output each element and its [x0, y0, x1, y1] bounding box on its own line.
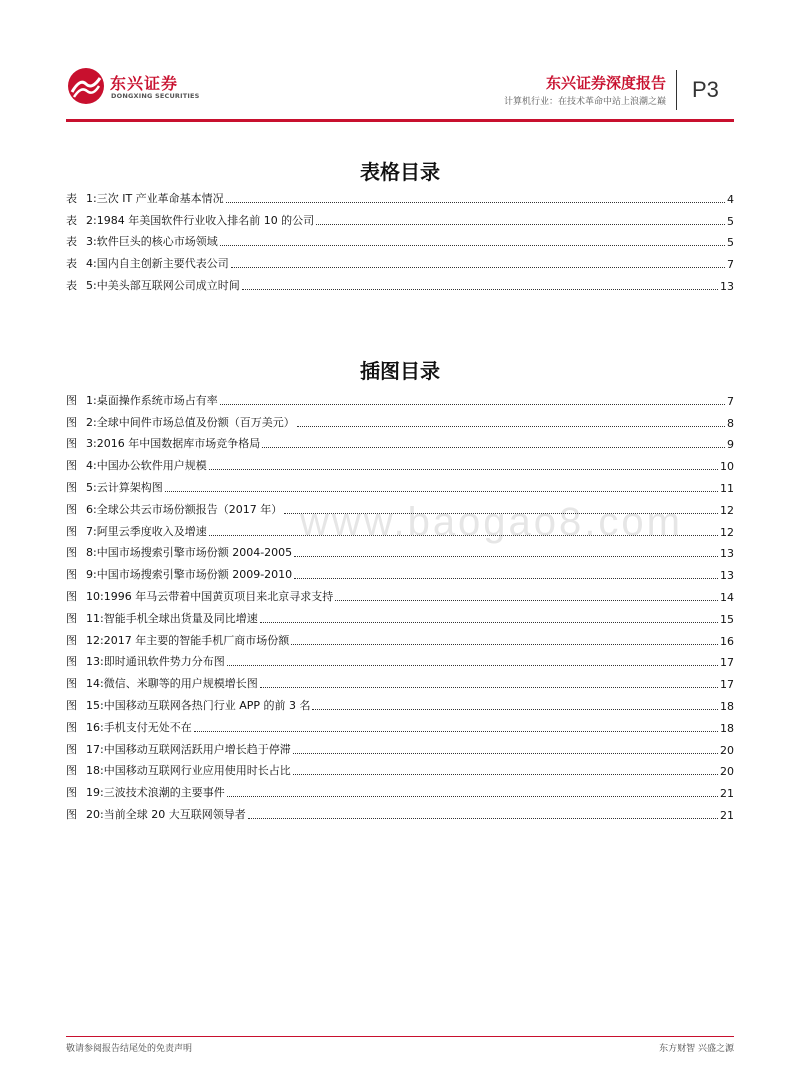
toc-entry[interactable] [66, 249, 734, 271]
figures-toc-title: 插图目录 [360, 359, 440, 383]
toc-entry-label: 14:微信、米聊等的用户规模增长图 [86, 677, 258, 691]
toc-entry[interactable] [66, 495, 734, 517]
toc-entry[interactable] [66, 560, 734, 582]
toc-leader [248, 817, 718, 819]
toc-leader [262, 446, 725, 448]
brand-name-cn: 东兴证券 [110, 74, 179, 93]
tables-toc-title: 表格目录 [360, 160, 440, 184]
figures-toc-list [66, 386, 734, 822]
toc-entry-page: 15 [720, 612, 734, 626]
toc-leader [260, 686, 718, 688]
toc-leader [242, 288, 718, 290]
toc-entry[interactable] [66, 778, 734, 800]
toc-entry-page: 20 [720, 743, 734, 757]
toc-entry-page: 5 [727, 214, 734, 228]
toc-entry-kind: 图 [66, 546, 77, 560]
toc-entry-page: 21 [720, 808, 734, 822]
toc-entry[interactable] [66, 206, 734, 228]
toc-entry-label: 7:阿里云季度收入及增速 [86, 524, 207, 538]
toc-entry-page: 14 [720, 590, 734, 604]
toc-entry-kind: 图 [66, 393, 77, 407]
toc-leader [312, 708, 718, 710]
toc-entry[interactable] [66, 800, 734, 822]
tables-toc-list [66, 184, 734, 293]
header-rule [66, 119, 734, 122]
footer-disclaimer: 敬请参阅报告结尾处的免责声明 [66, 1044, 193, 1054]
toc-entry[interactable] [66, 669, 734, 691]
toc-entry-label: 19:三波技术浪潮的主要事件 [86, 786, 225, 800]
toc-entry[interactable] [66, 735, 734, 757]
toc-entry[interactable] [66, 713, 734, 735]
toc-entry-kind: 图 [66, 502, 77, 516]
toc-entry-label: 3:软件巨头的核心市场领域 [86, 235, 218, 249]
toc-entry-kind: 表 [66, 213, 77, 227]
toc-entry-kind: 图 [66, 568, 77, 582]
toc-leader [209, 534, 718, 536]
toc-entry-kind: 图 [66, 437, 77, 451]
logo-mark-icon [66, 66, 106, 106]
toc-entry-label: 13:即时通讯软件势力分布图 [86, 655, 225, 669]
toc-entry-page: 10 [720, 460, 734, 474]
toc-entry-page: 13 [720, 279, 734, 293]
toc-entry-page: 18 [720, 699, 734, 713]
toc-entry-label: 9:中国市场搜索引擎市场份额 2009-2010 [86, 568, 293, 582]
toc-leader [227, 664, 718, 666]
toc-entry-page: 7 [727, 258, 734, 272]
toc-entry-kind: 图 [66, 786, 77, 800]
toc-entry[interactable] [66, 626, 734, 648]
toc-entry[interactable] [66, 430, 734, 452]
toc-entry-label: 20:当前全球 20 大互联网领导者 [86, 807, 246, 821]
toc-entry-label: 4:中国办公软件用户规模 [86, 459, 207, 473]
toc-entry[interactable] [66, 451, 734, 473]
toc-entry-page: 7 [727, 394, 734, 408]
toc-entry-kind: 表 [66, 235, 77, 249]
toc-entry-label: 17:中国移动互联网活跃用户增长趋于停滞 [86, 742, 291, 756]
toc-entry-page: 12 [720, 525, 734, 539]
toc-entry[interactable] [66, 408, 734, 430]
toc-entry-label: 1:桌面操作系统市场占有率 [86, 393, 218, 407]
company-logo [66, 66, 200, 110]
toc-entry[interactable] [66, 184, 734, 206]
toc-leader [165, 490, 718, 492]
toc-entry[interactable] [66, 691, 734, 713]
toc-entry-kind: 图 [66, 611, 77, 625]
toc-leader [209, 468, 718, 470]
toc-entry-page: 17 [720, 656, 734, 670]
watermark: www.baogao8.com [300, 500, 683, 544]
toc-entry[interactable] [66, 473, 734, 495]
toc-leader [293, 752, 718, 754]
toc-entry-page: 12 [720, 503, 734, 517]
toc-entry-label: 8:中国市场搜索引擎市场份额 2004-2005 [86, 546, 293, 560]
header-divider [676, 70, 677, 110]
toc-entry-page: 20 [720, 765, 734, 779]
toc-entry-page: 17 [720, 678, 734, 692]
toc-entry-label: 16:手机支付无处不在 [86, 720, 192, 734]
toc-entry-kind: 图 [66, 698, 77, 712]
toc-entry[interactable] [66, 271, 734, 293]
toc-entry-label: 3:2016 年中国数据库市场竞争格局 [86, 437, 261, 451]
toc-entry-label: 11:智能手机全球出货量及同比增速 [86, 611, 258, 625]
toc-entry-label: 18:中国移动互联网行业应用使用时长占比 [86, 764, 291, 778]
toc-leader [297, 425, 725, 427]
toc-entry-label: 2:全球中间件市场总值及份额（百万美元） [86, 415, 295, 429]
toc-entry-page: 5 [727, 236, 734, 250]
toc-entry-page: 13 [720, 547, 734, 561]
toc-entry-label: 1:三次 IT 产业革命基本情况 [86, 191, 224, 205]
toc-entry[interactable] [66, 582, 734, 604]
toc-leader [260, 621, 718, 623]
toc-entry[interactable] [66, 648, 734, 670]
toc-leader [194, 730, 718, 732]
toc-entry-page: 8 [727, 416, 734, 430]
toc-leader [226, 201, 725, 203]
toc-leader [294, 555, 718, 557]
toc-entry-kind: 图 [66, 677, 77, 691]
toc-entry-page: 13 [720, 569, 734, 583]
toc-leader [220, 244, 725, 246]
toc-entry-kind: 图 [66, 807, 77, 821]
toc-leader [293, 773, 718, 775]
brand-name-en: DONGXING SECURITIES [111, 92, 200, 100]
toc-entry-kind: 图 [66, 655, 77, 669]
toc-entry-kind: 图 [66, 720, 77, 734]
toc-leader [335, 599, 718, 601]
footer-rule [66, 1036, 734, 1037]
toc-entry[interactable] [66, 386, 734, 408]
toc-entry-label: 5:中美头部互联网公司成立时间 [86, 278, 240, 292]
toc-entry[interactable] [66, 517, 734, 539]
toc-entry-page: 18 [720, 721, 734, 735]
toc-entry-label: 15:中国移动互联网各热门行业 APP 的前 3 名 [86, 698, 311, 712]
toc-leader [284, 512, 718, 514]
toc-leader [231, 266, 725, 268]
toc-leader [316, 223, 725, 225]
toc-leader [291, 643, 718, 645]
toc-entry[interactable] [66, 228, 734, 250]
report-title: 东兴证券深度报告 [545, 74, 666, 92]
toc-entry-kind: 图 [66, 415, 77, 429]
toc-entry-kind: 表 [66, 257, 77, 271]
toc-entry-kind: 图 [66, 589, 77, 603]
toc-entry-kind: 图 [66, 633, 77, 647]
toc-leader [294, 577, 718, 579]
toc-entry-kind: 图 [66, 742, 77, 756]
toc-entry-kind: 表 [66, 278, 77, 292]
page-number: P3 [692, 77, 719, 102]
toc-entry-page: 11 [720, 481, 734, 495]
toc-entry-page: 4 [727, 192, 734, 206]
toc-entry-label: 4:国内自主创新主要代表公司 [86, 257, 229, 271]
toc-entry-label: 12:2017 年主要的智能手机厂商市场份额 [86, 633, 290, 647]
toc-entry-page: 16 [720, 634, 734, 648]
toc-entry-kind: 图 [66, 480, 77, 494]
page-header [0, 0, 800, 125]
toc-leader [227, 795, 718, 797]
toc-entry-label: 10:1996 年马云带着中国黄页项目来北京寻求支持 [86, 589, 334, 603]
footer-slogan: 东方财智 兴盛之源 [659, 1044, 734, 1054]
toc-entry-label: 5:云计算架构图 [86, 480, 163, 494]
toc-entry-page: 21 [720, 787, 734, 801]
toc-entry-kind: 图 [66, 459, 77, 473]
toc-entry-kind: 表 [66, 191, 77, 205]
toc-leader [220, 403, 725, 405]
toc-entry-label: 2:1984 年美国软件行业收入排名前 10 的公司 [86, 213, 315, 227]
toc-entry[interactable] [66, 604, 734, 626]
report-subtitle: 计算机行业：在技术革命中站上浪潮之巅 [503, 97, 666, 107]
toc-entry[interactable] [66, 539, 734, 561]
toc-entry-page: 9 [727, 438, 734, 452]
toc-entry-label: 6:全球公共云市场份额报告（2017 年） [86, 502, 283, 516]
toc-entry-kind: 图 [66, 524, 77, 538]
toc-entry[interactable] [66, 757, 734, 779]
toc-entry-kind: 图 [66, 764, 77, 778]
